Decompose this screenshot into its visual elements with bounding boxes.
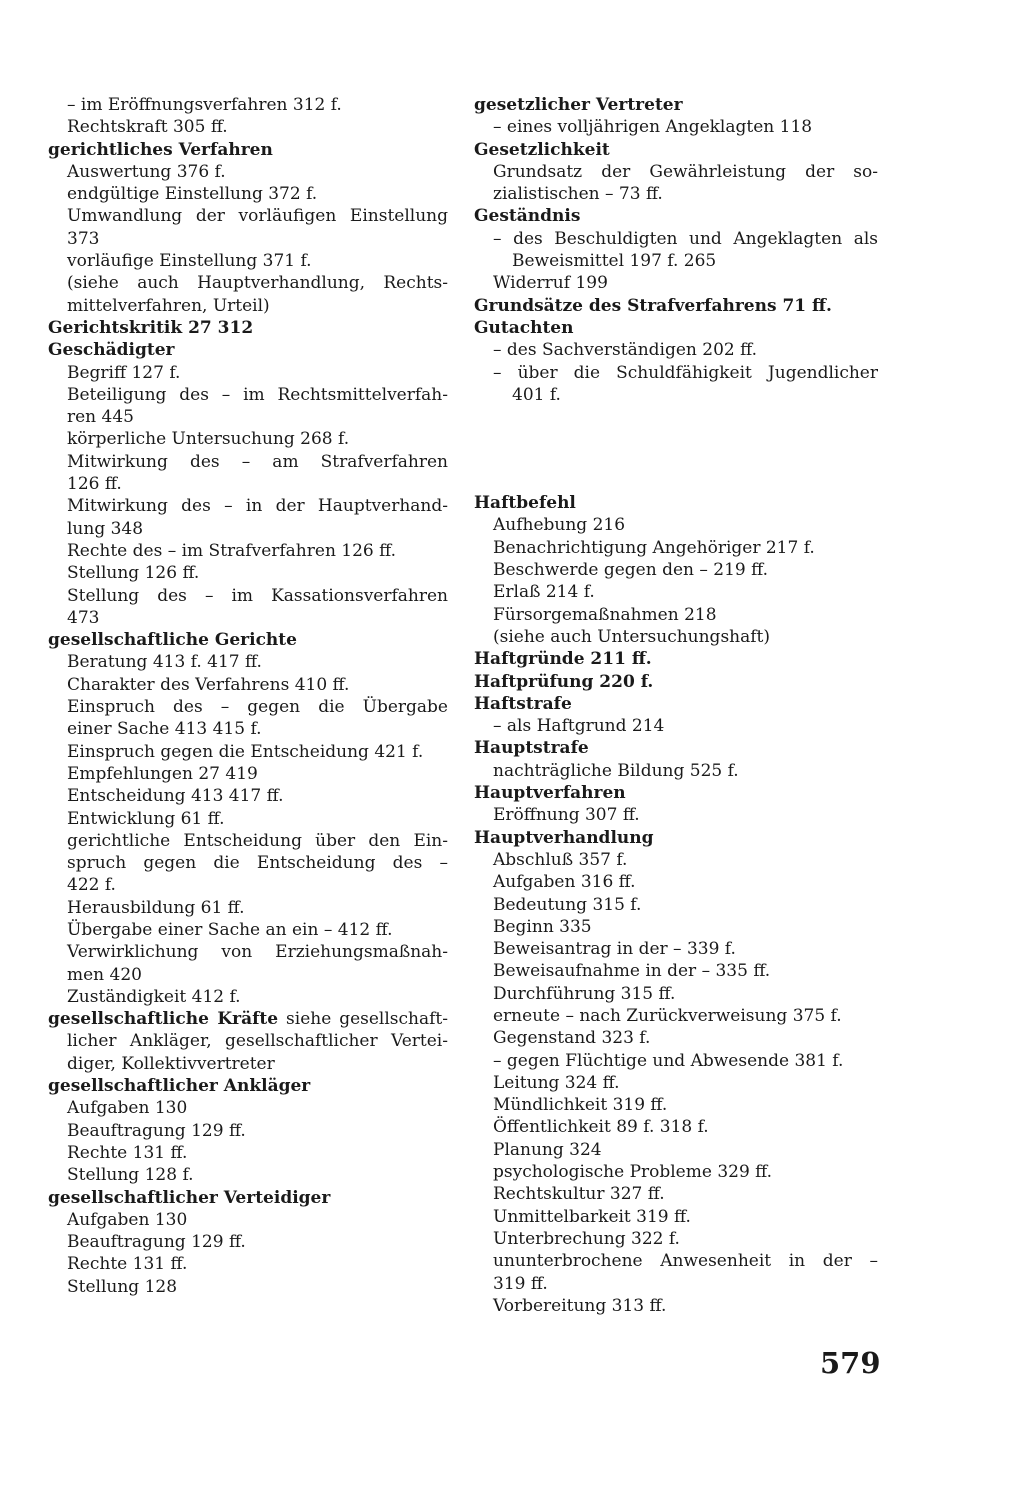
index-entry: 473: [67, 607, 100, 628]
index-entry: Aufgaben 130: [67, 1209, 188, 1230]
index-entry: einer Sache 413 415 f.: [67, 719, 262, 740]
index-entry: endgültige Einstellung 372 f.: [67, 184, 318, 205]
index-entry: Stellung des – im Kassationsverfahren: [67, 585, 448, 606]
index-entry: Beweismittel 197 f. 265: [512, 251, 717, 272]
page-number: 579: [820, 1346, 881, 1380]
index-entry: Charakter des Verfahrens 410 ff.: [67, 674, 350, 695]
index-entry: Verwirklichung von Erziehungsmaßnah-: [67, 942, 448, 963]
index-entry: Leitung 324 ff.: [493, 1072, 620, 1093]
index-heading: Grundsätze des Strafverfahrens 71 ff.: [474, 295, 832, 316]
index-entry: ununterbrochene Anwesenheit in der –: [493, 1251, 878, 1272]
index-entry: – gegen Flüchtige und Abwesende 381 f.: [493, 1050, 844, 1071]
letter-gap: [474, 406, 878, 492]
index-entry: Einspruch des – gegen die Übergabe: [67, 697, 448, 718]
index-entry: Empfehlungen 27 419: [67, 763, 258, 784]
index-entry: Eröffnung 307 ff.: [493, 805, 640, 826]
index-entry: 401 f.: [512, 384, 561, 405]
index-entry: Rechte 131 ff.: [67, 1254, 188, 1275]
index-entry: Aufgaben 130: [67, 1098, 188, 1119]
index-entry: Übergabe einer Sache an ein – 412 ff.: [67, 919, 393, 940]
index-entry: Öffentlichkeit 89 f. 318 f.: [493, 1117, 709, 1138]
index-entry: 319 ff.: [493, 1273, 548, 1294]
index-entry: Fürsorgemaßnahmen 218: [493, 604, 717, 625]
index-entry: nachträgliche Bildung 525 f.: [493, 760, 739, 781]
index-entry: Stellung 128 f.: [67, 1165, 194, 1186]
index-entry: Durchführung 315 ff.: [493, 983, 676, 1004]
index-entry: Unmittelbarkeit 319 ff.: [493, 1206, 691, 1227]
index-entry: Rechtskultur 327 ff.: [493, 1184, 665, 1205]
index-entry: Beauftragung 129 ff.: [67, 1120, 246, 1141]
index-entry: Entscheidung 413 417 ff.: [67, 786, 284, 807]
index-heading: gesellschaftlicher Verteidiger: [48, 1187, 331, 1208]
index-entry: erneute – nach Zurückverweisung 375 f.: [493, 1005, 842, 1026]
index-entry: Rechte 131 ff.: [67, 1142, 188, 1163]
index-entry: men 420: [67, 964, 142, 985]
index-heading: Geständnis: [474, 206, 581, 227]
index-entry: – über die Schuldfähigkeit Jugendlicher: [493, 362, 878, 383]
index-entry: zialistischen – 73 ff.: [493, 184, 663, 205]
index-entry: Unterbrechung 322 f.: [493, 1228, 680, 1249]
index-column-right: [474, 94, 878, 1317]
index-column-left: [48, 94, 448, 1298]
index-entry: spruch gegen die Entscheidung des –: [67, 853, 448, 874]
index-entry: Vorbereitung 313 ff.: [493, 1295, 667, 1316]
index-entry: Grundsatz der Gewährleistung der so-: [493, 161, 878, 182]
index-entry: 373: [67, 228, 100, 249]
index-entry: – eines volljährigen Angeklagten 118: [493, 117, 813, 138]
index-entry: Mitwirkung des – in der Hauptverhand-: [67, 496, 448, 517]
index-entry: Umwandlung der vorläufigen Einstellung: [67, 206, 448, 227]
index-heading: Haftgründe 211 ff.: [474, 649, 652, 670]
index-entry: Stellung 126 ff.: [67, 563, 200, 584]
index-entry: Begriff 127 f.: [67, 362, 181, 383]
index-block-g: [474, 94, 878, 406]
index-entry: Gegenstand 323 f.: [493, 1028, 651, 1049]
index-entry: Beteiligung des – im Rechtsmittelverfah-: [67, 384, 448, 405]
index-entry: Rechte des – im Strafverfahren 126 ff.: [67, 540, 397, 561]
index-entry: Abschluß 357 f.: [493, 849, 628, 870]
index-entry: psychologische Probleme 329 ff.: [493, 1162, 773, 1183]
index-entry: Beschwerde gegen den – 219 ff.: [493, 560, 768, 581]
index-entry: gesellschaftliche Kräfte siehe gesellschaft-: [48, 1009, 448, 1030]
index-entry: (siehe auch Untersuchungshaft): [493, 626, 771, 647]
index-heading: Hauptstrafe: [474, 738, 589, 759]
index-heading: Haftstrafe: [474, 693, 572, 714]
index-heading: gesellschaftlicher Ankläger: [48, 1076, 311, 1097]
index-entry: diger, Kollektivvertreter: [67, 1053, 275, 1074]
index-entry: – im Eröffnungsverfahren 312 f.: [67, 95, 342, 115]
index-entry: lung 348: [67, 518, 144, 539]
index-entry: (siehe auch Hauptverhandlung, Rechts-: [67, 273, 448, 294]
index-entry: Zuständigkeit 412 f.: [67, 986, 241, 1007]
index-entry: Beauftragung 129 ff.: [67, 1232, 246, 1253]
index-entry: Mitwirkung des – am Strafverfahren: [67, 451, 448, 472]
index-entry: Benachrichtigung Angehöriger 217 f.: [493, 537, 815, 558]
index-entry: Entwicklung 61 ff.: [67, 808, 225, 829]
index-entry: – als Haftgrund 214: [493, 716, 665, 737]
index-entry: Widerruf 199: [493, 273, 608, 294]
index-entry: Auswertung 376 f.: [67, 161, 226, 182]
index-heading: Gerichtskritik 27 312: [48, 317, 254, 338]
index-entry: Aufhebung 216: [493, 515, 626, 536]
index-heading: gesellschaftliche Gerichte: [48, 630, 297, 651]
index-block-h: [474, 492, 878, 1317]
index-heading: Hauptverfahren: [474, 783, 626, 804]
index-entry: vorläufige Einstellung 371 f.: [67, 251, 312, 272]
index-entry: Beginn 335: [493, 916, 592, 937]
index-heading: gerichtliches Verfahren: [48, 139, 273, 160]
index-heading: gesetzlicher Vertreter: [474, 95, 683, 115]
index-entry: Aufgaben 316 ff.: [493, 872, 636, 893]
index-entry: Beratung 413 f. 417 ff.: [67, 652, 262, 673]
index-entry: Beweisantrag in der – 339 f.: [493, 939, 736, 960]
index-entry: ren 445: [67, 407, 134, 428]
index-entry: 126 ff.: [67, 474, 122, 495]
index-heading: Hauptverhandlung: [474, 827, 654, 848]
index-entry: Einspruch gegen die Entscheidung 421 f.: [67, 741, 424, 762]
index-entry: Beweisaufnahme in der – 335 ff.: [493, 961, 771, 982]
index-heading: Gesetzlichkeit: [474, 139, 610, 160]
index-entry: körperliche Untersuchung 268 f.: [67, 429, 350, 450]
index-entry: gerichtliche Entscheidung über den Ein-: [67, 830, 448, 851]
index-entry: licher Ankläger, gesellschaftlicher Vertei-: [67, 1031, 448, 1052]
index-heading: Haftprüfung 220 f.: [474, 671, 654, 692]
index-entry: – des Sachverständigen 202 ff.: [493, 340, 757, 361]
index-heading: Geschädigter: [48, 340, 175, 361]
index-entry: Stellung 128: [67, 1276, 178, 1297]
index-heading: Haftbefehl: [474, 493, 576, 514]
index-entry: Erlaß 214 f.: [493, 582, 595, 603]
index-entry: mittelverfahren, Urteil): [67, 295, 270, 316]
index-entry: – des Beschuldigten und Angeklagten als: [493, 228, 878, 249]
index-entry: Planung 324: [493, 1139, 602, 1160]
index-entry: Rechtskraft 305 ff.: [67, 117, 228, 138]
index-heading: Gutachten: [474, 317, 574, 338]
index-entry: Mündlichkeit 319 ff.: [493, 1095, 668, 1116]
index-entry: Herausbildung 61 ff.: [67, 897, 245, 918]
index-entry: 422 f.: [67, 875, 116, 896]
index-entry: Bedeutung 315 f.: [493, 894, 642, 915]
